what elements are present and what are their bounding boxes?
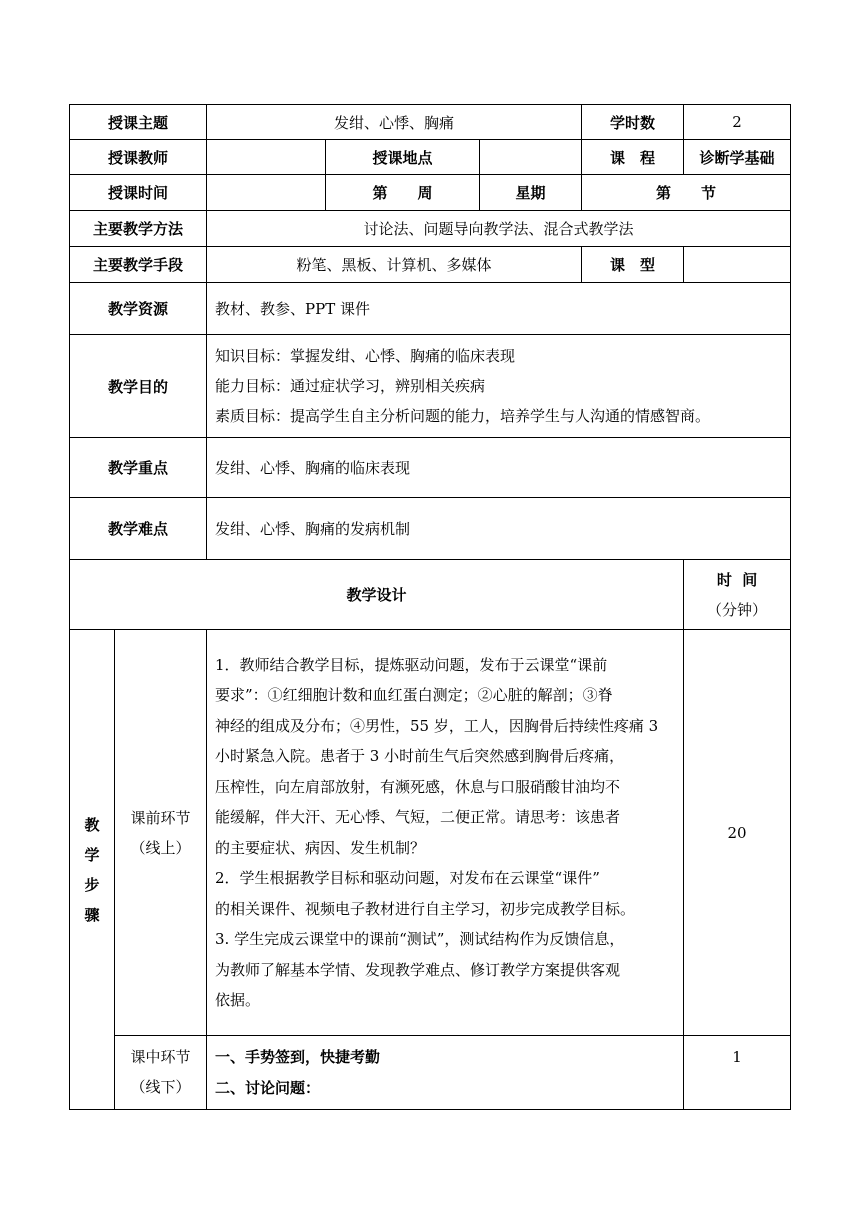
key-points-value: 发绀、心悸、胸痛的临床表现: [207, 438, 791, 498]
method-label: 主要教学方法: [70, 211, 207, 247]
objective-line: 素质目标：提高学生自主分析问题的能力，培养学生与人沟通的情感智商。: [215, 407, 711, 425]
time-label: 授课时间: [70, 175, 207, 211]
pre-class-line: 压榨性，向左肩部放射，有濒死感，休息与口服硝酸甘油均不: [215, 777, 621, 796]
pre-class-line: 能缓解，伴大汗、无心悸、气短，二便正常。请思考：该患者: [215, 808, 621, 826]
method-value: 讨论法、问题导向教学法、混合式教学法: [207, 211, 791, 247]
in-class-stage-mode: （线下）: [130, 1078, 191, 1096]
objective-line: 知识目标：掌握发绀、心悸、胸痛的临床表现: [215, 347, 516, 365]
hours-label: 学时数: [582, 105, 684, 140]
difficulties-value: 发绀、心悸、胸痛的发病机制: [207, 498, 791, 560]
course-value: 诊断学基础: [684, 140, 791, 175]
time-value: [207, 175, 326, 211]
pre-class-minutes: 20: [684, 630, 791, 1036]
means-label: 主要教学手段: [70, 247, 207, 283]
objectives-list: [207, 335, 791, 438]
design-label: 教学设计: [70, 560, 684, 630]
key-points-label: 教学重点: [70, 438, 207, 498]
pre-class-line: 要求”：①红细胞计数和血红蛋白测定；②心脏的解剖；③脊: [215, 686, 613, 704]
difficulties-label: 教学难点: [70, 498, 207, 560]
objectives-label: 教学目的: [70, 335, 207, 438]
course-label: 课 程: [582, 140, 684, 175]
steps-label: [70, 630, 115, 1110]
time-minutes-header: [684, 560, 791, 630]
time-header-unit: （分钟）: [707, 600, 768, 619]
means-value: 粉笔、黑板、计算机、多媒体: [207, 247, 582, 283]
pre-class-line: 的相关课件、视频电子教材进行自主学习，初步完成教学目标。: [215, 899, 636, 918]
location-value: [480, 140, 582, 175]
teacher-value: [207, 140, 326, 175]
resources-label: 教学资源: [70, 283, 207, 335]
steps-label-char: 步: [84, 875, 100, 894]
hours-value: 2: [684, 105, 791, 140]
time-header-label: 时 间: [716, 570, 758, 589]
pre-class-line: 2．学生根据教学目标和驱动问题，对发布在云课堂“课件”: [215, 869, 600, 887]
in-class-stage: [115, 1036, 207, 1110]
steps-label-char: 教: [84, 815, 100, 834]
steps-label-char: 学: [84, 845, 100, 864]
topic-label: 授课主题: [70, 105, 207, 140]
pre-class-stage-name: 课前环节: [130, 808, 191, 827]
pre-class-content: [207, 630, 684, 1036]
in-class-stage-name: 课中环节: [130, 1048, 191, 1066]
pre-class-stage: [115, 630, 207, 1036]
location-label: 授课地点: [326, 140, 480, 175]
resources-value: 教材、教参、PPT 课件: [207, 283, 791, 335]
in-class-minutes: 1: [684, 1036, 791, 1110]
time-section: 第 节: [582, 175, 791, 211]
objective-line: 能力目标：通过症状学习，辨别相关疾病: [215, 377, 486, 395]
pre-class-stage-mode: （线上）: [130, 838, 191, 857]
teacher-label: 授课教师: [70, 140, 207, 175]
in-class-line: 一、手势签到，快捷考勤: [215, 1048, 381, 1066]
type-value: [684, 247, 791, 283]
pre-class-line: 神经的组成及分布；④男性，55 岁，工人，因胸骨后持续性疼痛 3: [215, 716, 659, 735]
time-week: 第 周: [326, 175, 480, 211]
pre-class-line: 小时紧急入院。患者于 3 小时前生气后突然感到胸骨后疼痛，: [215, 747, 625, 765]
pre-class-line: 依据。: [215, 991, 261, 1009]
lesson-plan-table: [69, 104, 791, 1110]
in-class-content: [207, 1036, 684, 1110]
pre-class-line: 为教师了解基本学情、发现教学难点、修订教学方案提供客观: [215, 960, 621, 979]
pre-class-line: 的主要症状、病因、发生机制？: [215, 838, 426, 857]
steps-label-char: 骤: [84, 905, 100, 924]
type-label: 课 型: [582, 247, 684, 283]
time-weekday: 星期: [480, 175, 582, 211]
in-class-line: 二、讨论问题：: [215, 1078, 321, 1097]
topic-value: 发绀、心悸、胸痛: [207, 105, 582, 140]
pre-class-line: 3. 学生完成云课堂中的课前“测试”，测试结构作为反馈信息，: [215, 930, 625, 948]
pre-class-line: 1．教师结合教学目标，提炼驱动问题，发布于云课堂“课前: [215, 655, 608, 674]
